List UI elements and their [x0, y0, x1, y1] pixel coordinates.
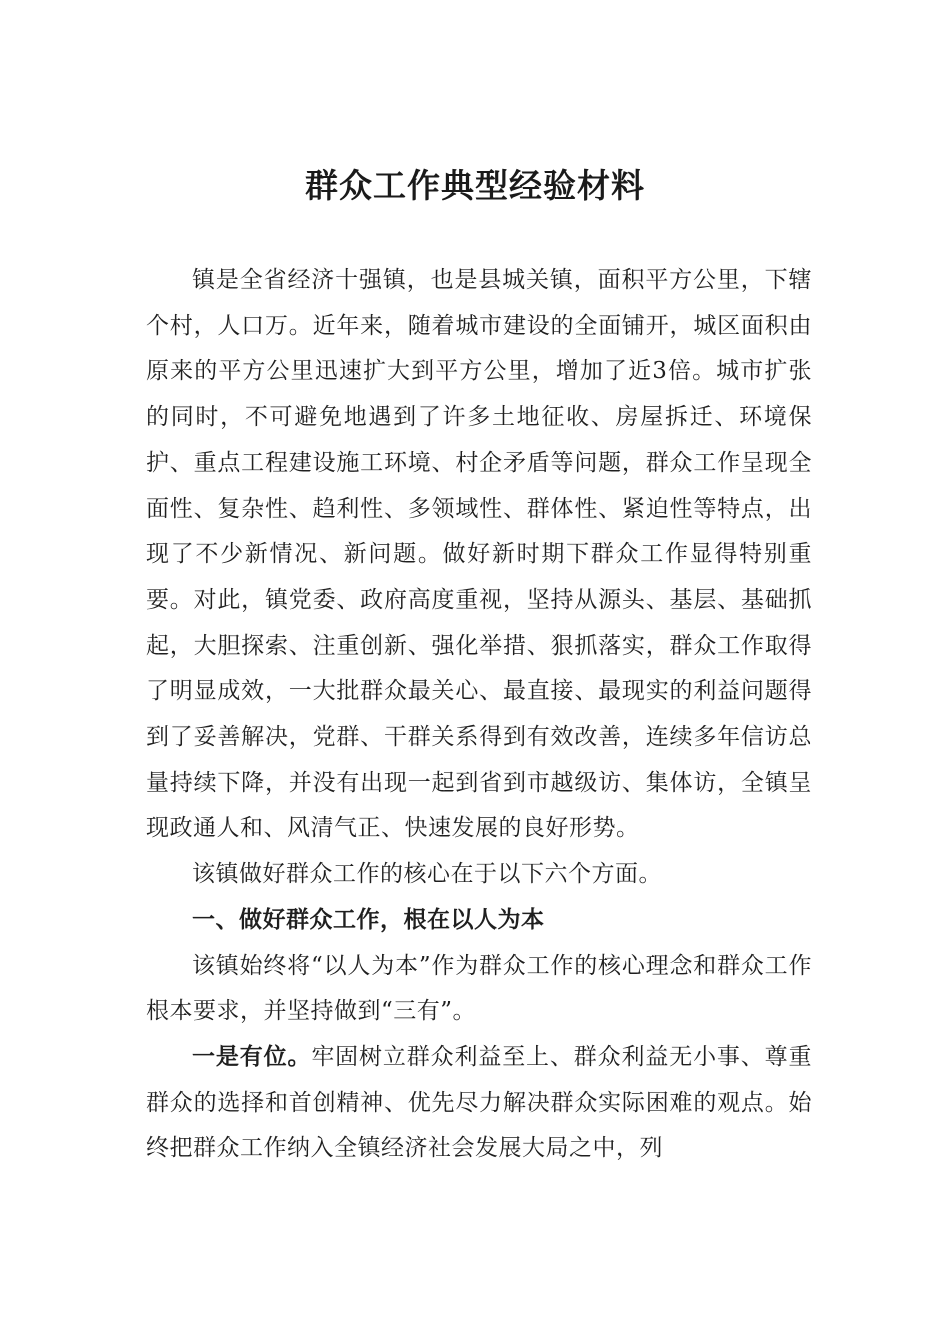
document-body [146, 258, 812, 1172]
paragraph-section-1-intro: 该镇始终将“以人为本”作为群众工作的核心理念和群众工作根本要求，并坚持做到“三有”。 [146, 952, 812, 1025]
point-1-lead: 一是有位。 [192, 1043, 312, 1070]
paragraph-intro: 镇是全省经济十强镇，也是县城关镇，面积平方公里，下辖个村，人口万。近年来，随着城市建设的全面铺开，城区面积由原来的平方公里迅速扩大到平方公里，增加了近3倍。城市扩张的同时，不可避免地遇到了许多土地征收、房屋拆迁、环境保护、重点工程建设施工环境、村企矛盾等问题，群众工作呈现全面性、复杂性、趋利性、多领域性、群体性、紧迫性等特点，出现了不少新情况、新问题。做好新时期下群众工作显得特别重要。对此，镇党委、政府高度重视，坚持从源头、基层、基础抓起，大胆探索、注重创新、强化举措、狠抓落实，群众工作取得了明显成效，一大批群众最关心、最直接、最现实的利益问题得到了妥善解决，党群、干群关系得到有效改善，连续多年信访总量持续下降，并没有出现一起到省到市越级访、集体访，全镇呈现政通人和、风清气正、快速发展的良好形势。 [146, 267, 812, 842]
point-1-text: 牢固树立群众利益至上、群众利益无小事、尊重群众的选择和首创精神、优先尽力解决群众实际困难的观点。始终把群众工作纳入全镇经济社会发展大局之中，列 [146, 1043, 813, 1162]
document-title: 群众工作典型经验材料 [305, 166, 645, 205]
paragraph-point-1 [146, 1035, 812, 1172]
section-heading-1: 一、做好群众工作，根在以人为本 [192, 906, 545, 933]
paragraph-summary: 该镇做好群众工作的核心在于以下六个方面。 [192, 861, 662, 888]
